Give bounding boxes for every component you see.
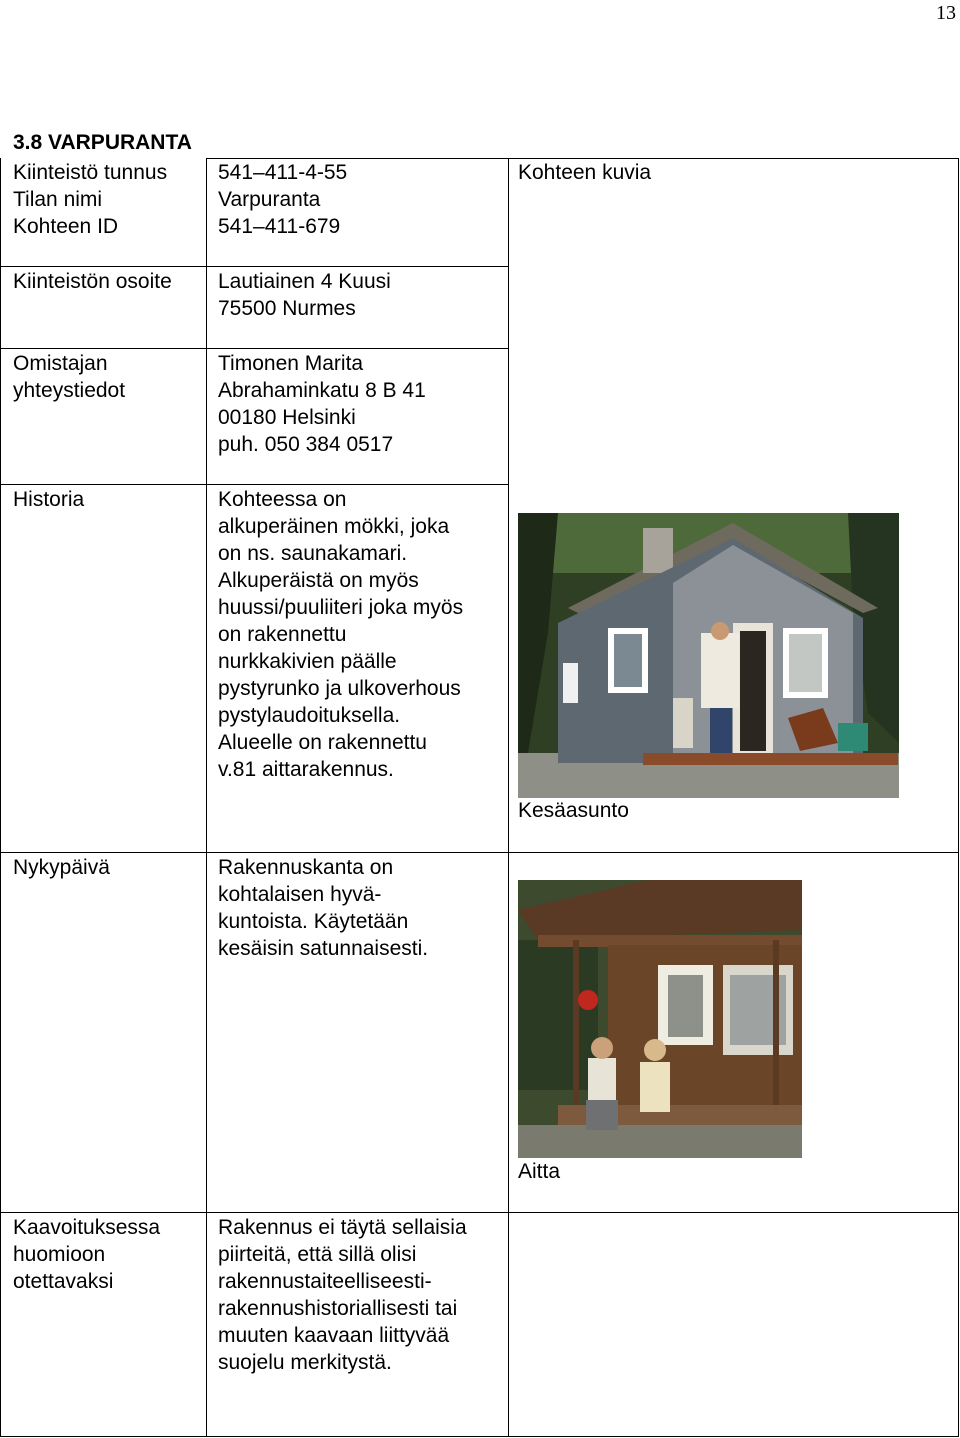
value-object-id: 541–411-679 xyxy=(218,215,341,238)
planning-line: rakennustaiteelliseesti- xyxy=(218,1270,432,1293)
storehouse-photo xyxy=(518,880,802,1158)
owner-values xyxy=(218,350,426,458)
present-line: kesäisin satunnaisesti. xyxy=(218,937,429,960)
owner-line: 00180 Helsinki xyxy=(218,406,356,429)
table-rule xyxy=(0,1436,959,1437)
value-property-code: 541–411-4-55 xyxy=(218,161,348,184)
planning-values xyxy=(218,1214,467,1376)
table-rule xyxy=(206,158,207,1437)
label-owner: yhteystiedot xyxy=(13,379,126,402)
table-rule xyxy=(0,1212,959,1213)
label-history: Historia xyxy=(13,488,85,511)
cottage-photo-drawing xyxy=(518,513,899,798)
address-values xyxy=(218,268,391,322)
owner-line: Timonen Marita xyxy=(218,352,364,375)
label-planning: otettavaksi xyxy=(13,1270,114,1293)
table-rule xyxy=(508,158,509,1437)
planning-line: Rakennus ei täytä sellaisia xyxy=(218,1216,467,1239)
history-line: on ns. saunakamari. xyxy=(218,542,408,565)
owner-line: puh. 050 384 0517 xyxy=(218,433,394,456)
label-estate-name: Tilan nimi xyxy=(13,188,103,211)
history-line: v.81 aittarakennus. xyxy=(218,758,394,781)
present-line: kuntoista. Käytetään xyxy=(218,910,409,933)
history-label xyxy=(13,486,84,513)
cottage-caption: Kesäasunto xyxy=(518,799,629,822)
address-line: 75500 Nurmes xyxy=(218,297,356,320)
label-property-code: Kiinteistö tunnus xyxy=(13,161,168,184)
history-line: alkuperäinen mökki, joka xyxy=(218,515,450,538)
storehouse-photo-drawing xyxy=(518,880,802,1158)
history-line: Kohteessa on xyxy=(218,488,347,511)
owner-labels xyxy=(13,350,125,404)
planning-line: suojelu merkitystä. xyxy=(218,1351,392,1374)
history-line: pystyrunko ja ulkoverhous xyxy=(218,677,461,700)
history-line: Alkuperäistä on myös xyxy=(218,569,419,592)
label-address: Kiinteistön osoite xyxy=(13,270,172,293)
pictures-header xyxy=(518,159,651,186)
owner-line: Abrahaminkatu 8 B 41 xyxy=(218,379,426,402)
history-values xyxy=(218,486,463,783)
label-planning: huomioon xyxy=(13,1243,106,1266)
table-rule xyxy=(958,158,959,1437)
planning-line: rakennushistoriallisesti tai xyxy=(218,1297,458,1320)
table-rule xyxy=(0,266,508,267)
address-label xyxy=(13,268,172,295)
present-label xyxy=(13,854,110,881)
present-values xyxy=(218,854,428,962)
history-line: nurkkakivien päälle xyxy=(218,650,397,673)
history-line: pystylaudoituksella. xyxy=(218,704,401,727)
ids-labels xyxy=(13,159,167,240)
history-line: huussi/puuliiteri joka myös xyxy=(218,596,464,619)
present-line: Rakennuskanta on xyxy=(218,856,394,879)
table-rule xyxy=(0,158,1,1437)
ids-values xyxy=(218,159,347,240)
address-line: Lautiainen 4 Kuusi xyxy=(218,270,391,293)
label-present: Nykypäivä xyxy=(13,856,110,879)
page-number: 13 xyxy=(936,2,956,24)
label-object-id: Kohteen ID xyxy=(13,215,119,238)
history-line: Alueelle on rakennettu xyxy=(218,731,427,754)
history-line: on rakennettu xyxy=(218,623,347,646)
value-estate-name: Varpuranta xyxy=(218,188,321,211)
storehouse-caption: Aitta xyxy=(518,1160,561,1183)
table-rule xyxy=(0,348,508,349)
section-heading: 3.8 VARPURANTA xyxy=(13,131,192,154)
present-line: kohtalaisen hyvä- xyxy=(218,883,382,906)
planning-line: piirteitä, että sillä olisi xyxy=(218,1243,417,1266)
pictures-header-label: Kohteen kuvia xyxy=(518,161,652,184)
planning-labels xyxy=(13,1214,160,1295)
label-planning: Kaavoituksessa xyxy=(13,1216,161,1239)
planning-line: muuten kaavaan liittyvää xyxy=(218,1324,450,1347)
table-rule xyxy=(0,484,508,485)
table-rule xyxy=(0,852,959,853)
cottage-photo xyxy=(518,513,899,798)
label-owner: Omistajan xyxy=(13,352,108,375)
